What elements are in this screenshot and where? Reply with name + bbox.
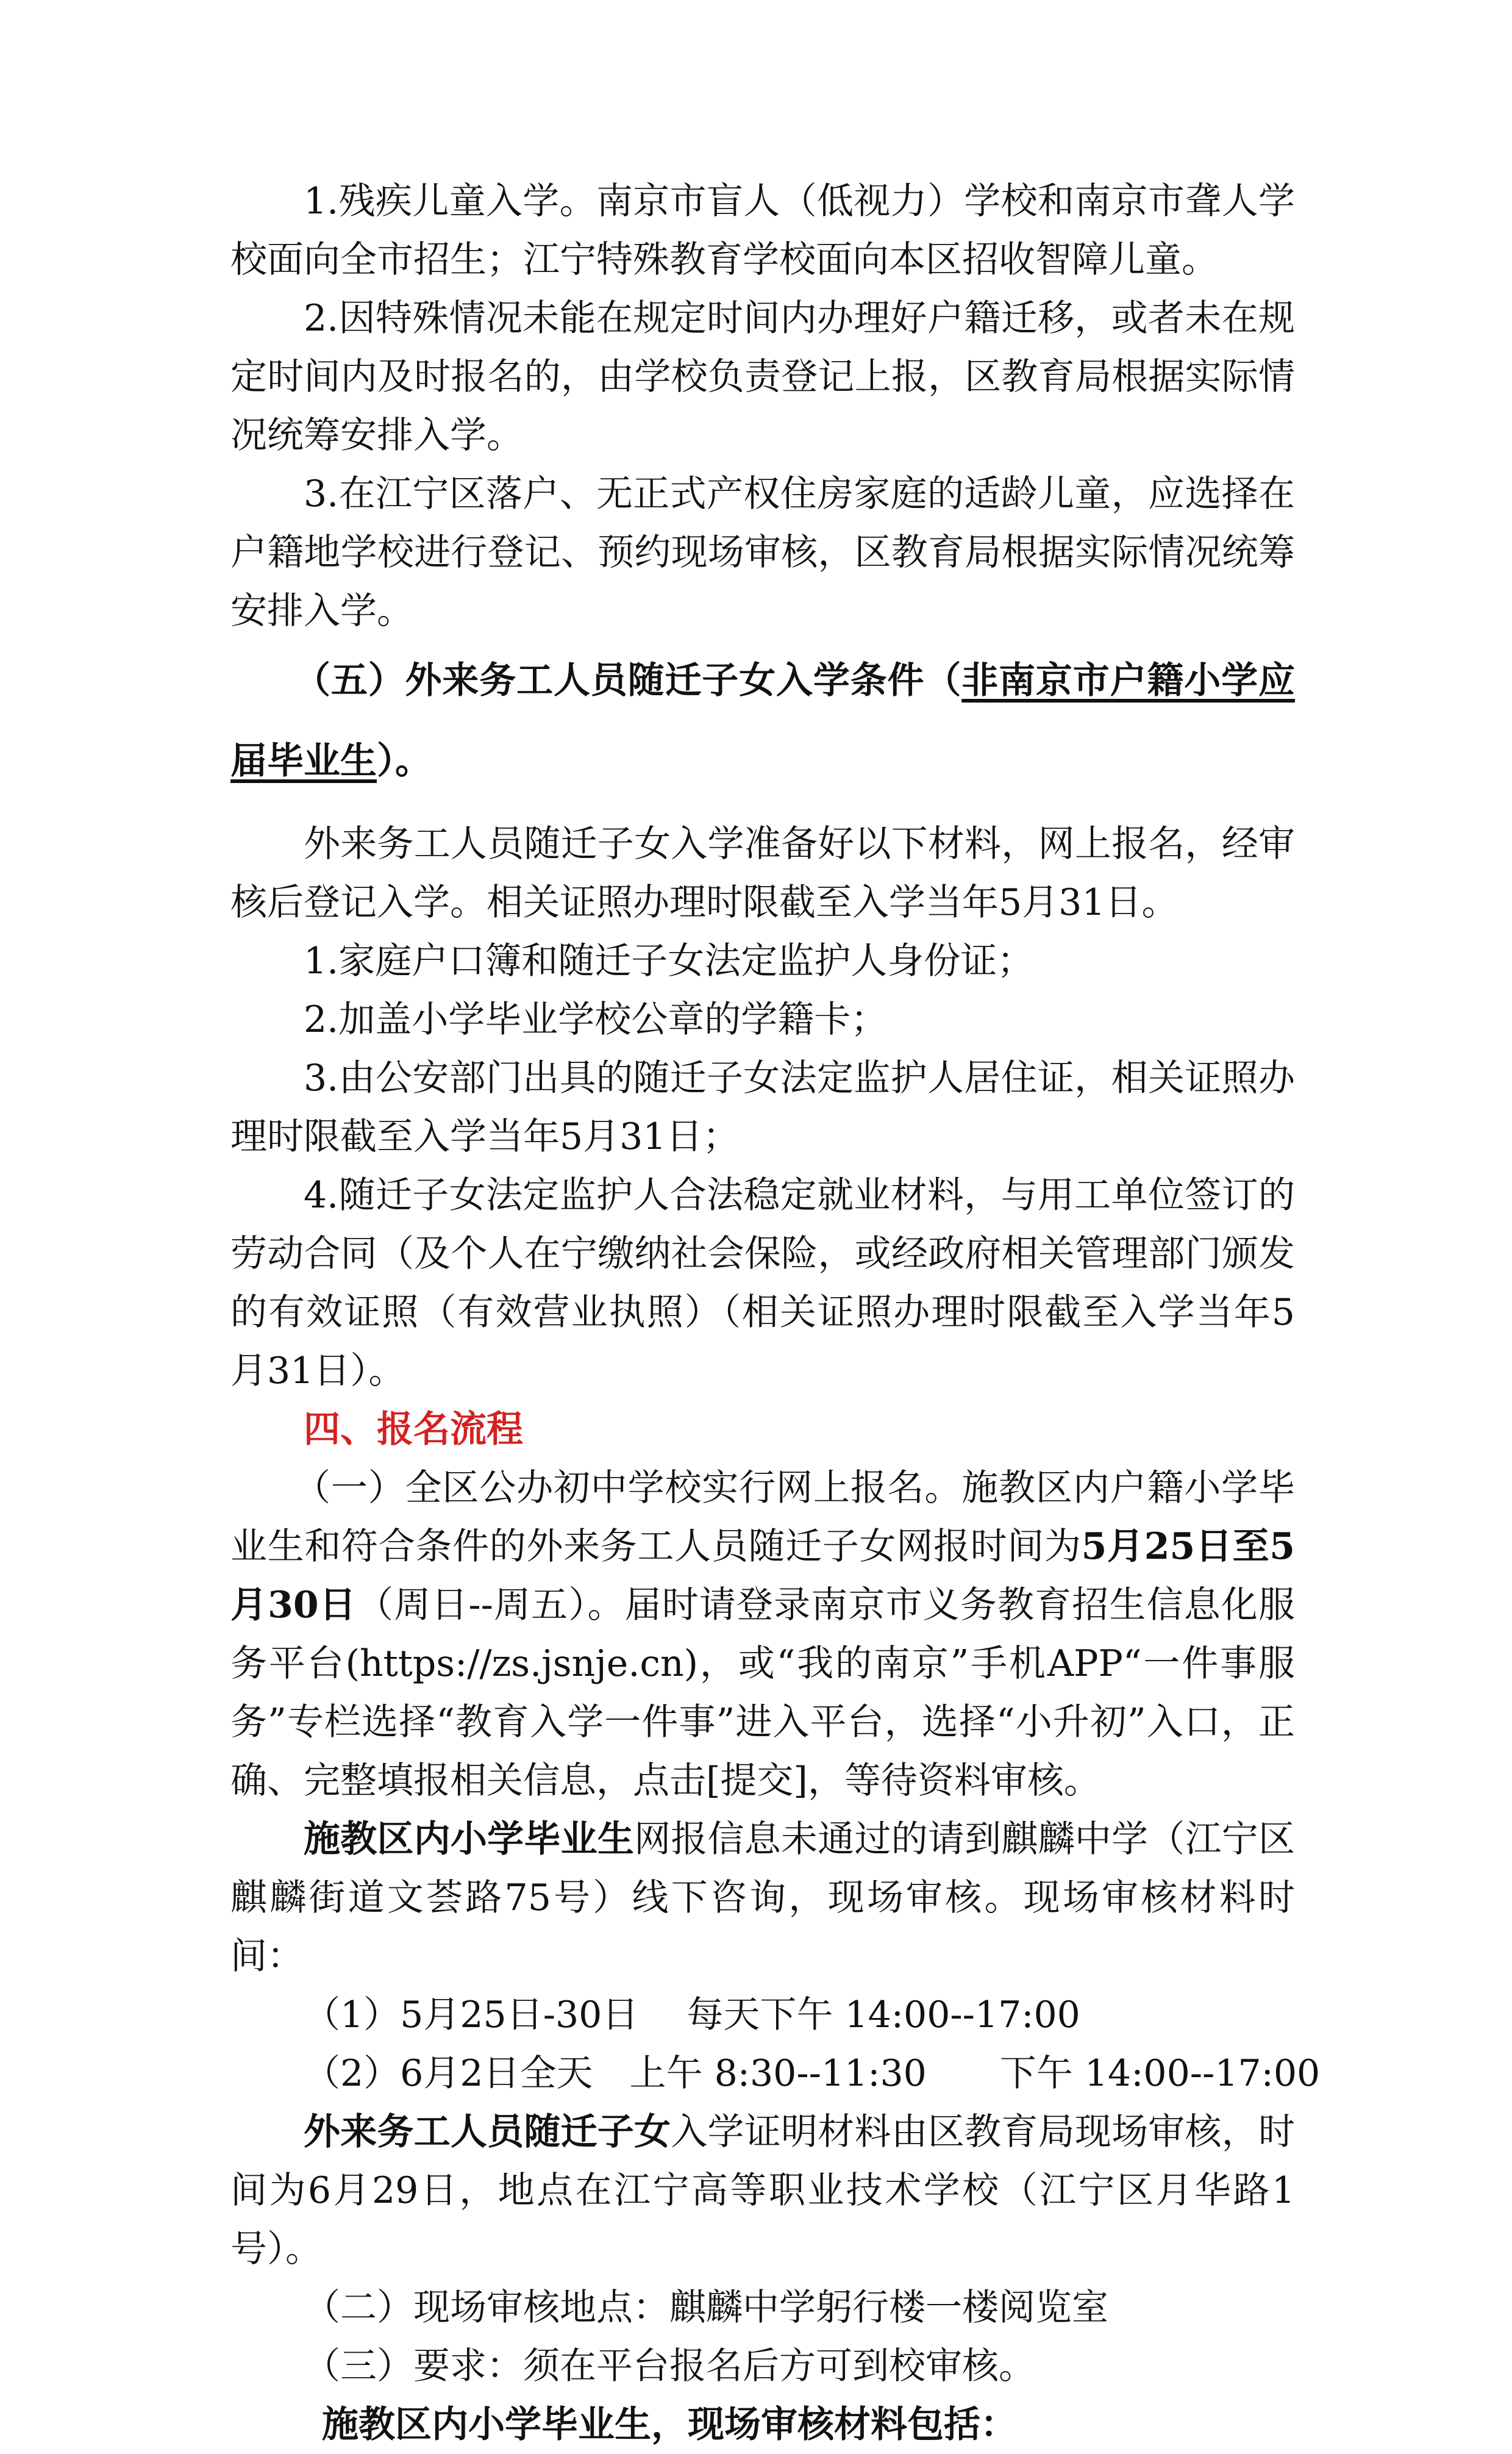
paragraph-requirement: （三）要求：须在平台报名后方可到校审核。 xyxy=(304,2345,1035,2388)
paragraph-materials-heading: 施教区内小学毕业生，现场审核材料包括： xyxy=(322,2403,1017,2446)
paragraph-disabled-children: 1.残疾儿童入学。南京市盲人（低视力）学校和南京市聋人学校面向全市招生；江宁特殊教育学校面向本区招收智障儿童。 xyxy=(230,180,1295,281)
paragraph-migrant-materials: 外来务工人员随迁子女入学准备好以下材料，网上报名，经审核后登记入学。相关证照办理时限截至入学当年5月31日。 xyxy=(230,823,1295,924)
text-run: （一）全区公办初中学校实行网上报名。施教区内户籍小学毕业生和符合条件的外来务工人员随迁子女网报时间为 xyxy=(230,1467,1295,1568)
text-run: 入学证明材料由区教育局现场审核，时间为6月29日，地点在江宁高等职业技术学校（江宁区月华路1号）。 xyxy=(230,2111,1296,2270)
registration-dates: 5月25日至5月30日 xyxy=(230,1525,1295,1626)
text-run: （周日--周五）。届时请登录南京市义务教育招生信息化服务平台(https://zs.jsnje.cn)，或“我的南京”手机APP“一件事服务”专栏选择“教育入学一件事”进入平台，选择“小升初”入口，正确、完整填报相关信息，点击[提交]，等待资料审核。 xyxy=(230,1584,1295,1802)
heading-text: （五）外来务工人员随迁子女入学条件（ xyxy=(294,659,962,702)
paragraph-review-location: （二）现场审核地点：麒麟中学躬行楼一楼阅览室 xyxy=(304,2286,1108,2329)
list-item-residence-permit: 3.由公安部门出具的随迁子女法定监护人居住证，相关证照办理时限截至入学当年5月31日； xyxy=(230,1057,1295,1158)
paragraph-no-property-housing: 3.在江宁区落户、无正式产权住房家庭的适龄儿童，应选择在户籍地学校进行登记、预约现场审核，区教育局根据实际情况统筹安排入学。 xyxy=(230,473,1295,632)
schedule-line-2: （2）6月2日全天 上午 8:30--11:30 下午 14:00--17:00 xyxy=(304,2052,1321,2095)
list-item-household-register: 1.家庭户口簿和随迁子女法定监护人身份证； xyxy=(304,940,1034,982)
heading-text-end: ）。 xyxy=(377,740,432,782)
paragraph-online-registration xyxy=(230,1459,1295,1810)
paragraph-onsite-review xyxy=(230,1810,1295,1986)
schedule-line-1: （1）5月25日-30日 每天下午 14:00--17:00 xyxy=(304,1994,1080,2036)
section-heading-migrant-conditions xyxy=(230,640,1295,801)
emphasis-local-graduates: 施教区内小学毕业生 xyxy=(304,1818,635,1861)
list-item-employment-materials: 4.随迁子女法定监护人合法稳定就业材料，与用工单位签订的劳动合同（及个人在宁缴纳社会保险，或经政府相关管理部门颁发的有效证照（有效营业执照）（相关证照办理时限截至入学当年5月31日）。 xyxy=(230,1174,1295,1392)
text-run: 网报信息未通过的请到麒麟中学（江宁区麒麟街道文荟路75号）线下咨询，现场审核。现场审核材料时间： xyxy=(230,1818,1296,1978)
paragraph-migrant-review xyxy=(230,2103,1295,2278)
paragraph-special-circumstances: 2.因特殊情况未能在规定时间内办理好户籍迁移，或者未在规定时间内及时报名的，由学校负责登记上报，区教育局根据实际情况统筹安排入学。 xyxy=(230,297,1295,457)
heading-underlined-text: 非南京市户籍小学应届毕业生 xyxy=(230,659,1296,782)
section-heading-registration-process: 四、报名流程 xyxy=(304,1408,523,1451)
list-item-student-record-card: 2.加盖小学毕业学校公章的学籍卡； xyxy=(304,998,888,1041)
document-page xyxy=(230,172,1321,2454)
emphasis-migrant-children: 外来务工人员随迁子女 xyxy=(304,2111,671,2153)
